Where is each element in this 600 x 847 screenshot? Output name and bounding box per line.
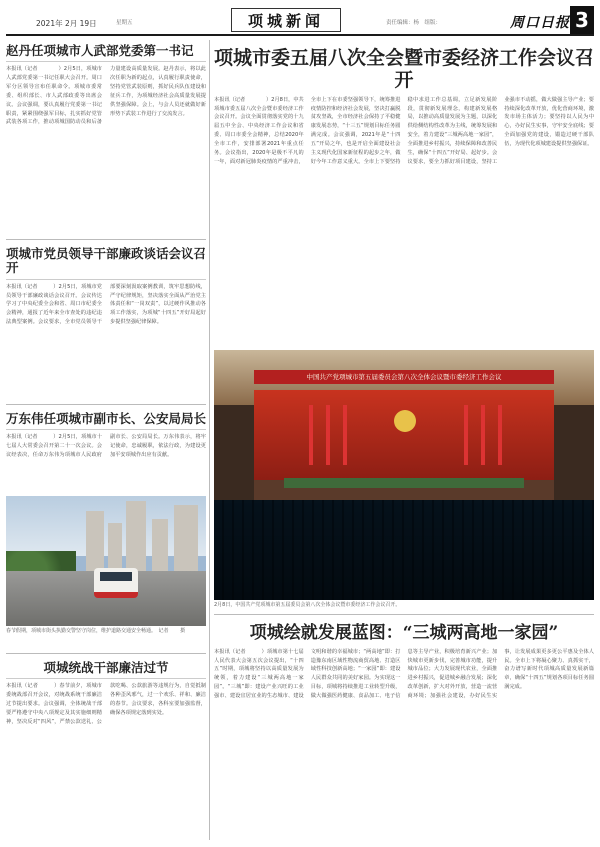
divider — [6, 653, 206, 654]
story-lianzheng — [6, 243, 206, 401]
story-headline: 项城市党员领导干部廉政谈话会议召开 — [6, 243, 206, 280]
story-body: 本报讯（记者 ）2月5日，项城市十七届人大常委会召开第二十一次会议。会议经表决，任命万东伟为项城市人民政府副市长、公安局局长。万东伟表示，将牢记使命，忠诚履职，依法行政，为建设更加平安项城作出应有贡献。 — [6, 434, 206, 459]
page-number: 3 — [570, 6, 594, 34]
story-headline: 赵丹任项城市人武部党委第一书记 — [6, 40, 206, 62]
divider — [6, 404, 206, 405]
hall-banner: 中国共产党项城市第五届委员会第八次全体会议暨市委经济工作会议 — [254, 370, 554, 384]
story-body: 本报讯（记者 ）2月5日，项城市人武部党委第一书记任职大会召开。周口军分区领导宣布任职命令。项城市委常委、组织部长、市人武部政委等出席会议。会议强调，要认真履行党委第一书记职责，紧紧围绕强军目标，扎实抓好党管武装各项工作，推动项城国防动员和后备力量建设高质量发展。赵丹表示，将以此次任职为新的起点，认真履行职责使命，坚持党管武装原则，抓好民兵队伍建设和征兵工作，为项城经济社会高质量发展提供坚强保障。会上，与会人员还就做好新形势下武装工作进行了交流发言。 — [6, 66, 206, 126]
party-emblem-icon — [394, 410, 416, 432]
story-body: 本报讯（记者 ）春节前夕，项城市委统战部召开会议，对统战系统干部廉洁过节提出要求。会议强调，全体统战干部要严格遵守中央八项规定及其实施细则精神，坚决反对“四风”，严禁公款送礼、公款吃喝、公款旅游等违规行为，自觉抵制各种歪风邪气，过一个欢乐、祥和、廉洁的春节。会议要求，各科室要加强监督，确保各项规定落到实处。 — [6, 683, 206, 725]
left-column — [6, 40, 206, 840]
issue-meta: 星期五 — [116, 20, 133, 26]
story-renmian — [6, 408, 206, 496]
column-divider — [209, 40, 210, 840]
story-tongzhan — [6, 657, 206, 827]
issue-date: 2021年 2月 19日 — [36, 19, 97, 28]
editor-credit: 责任编辑：杨 组版： — [386, 20, 442, 26]
story-wuzhuang — [6, 40, 206, 236]
divider — [6, 239, 206, 240]
second-headline: 项城绘就发展蓝图：“三城两高地一家园” — [249, 623, 559, 644]
story-headline: 万东伟任项城市副市长、公安局局长 — [6, 408, 206, 430]
story-body: 本报讯（记者 ）2月5日，项城市党员领导干部廉政谈话会议召开。会议传达学习了中央纪委全会和省、周口市纪委全会精神，通报了近年来全市查处的违纪违法典型案例。会议要求，全市党员领导干部要深刻汲取案例教训，筑牢思想防线，严守纪律规矩，坚决落实全面从严治党主体责任和“一岗双责”，以过硬作风推动各项工作落实，为项城“十四五”开好局起好步提供坚强纪律保障。 — [6, 283, 206, 326]
plenary-photo — [214, 350, 594, 600]
section-title: 项城新闻 — [247, 11, 324, 30]
photo-caption: 春节假期，项城市街头执勤交警坚守岗位，维护道路交通安全畅通。 记者 摄 — [6, 628, 186, 634]
lead-headline: 项城市委五届八次全会暨市委经济工作会议召开 — [214, 47, 595, 91]
section-title-box — [231, 8, 341, 32]
second-body: 本报讯（记者 ）项城市第十七届人民代表大会第五次会议提出，“十四五”时期，项城将坚持以高质量发展为统领，着力建设“三城两高地一家园”。“三城”即：建设产业兴旺的工业强市、建设宜居宜业的生态城市、建设文明和谐的幸福城市；“两高地”即：打造豫东南区域性物流商贸高地、打造区域性科技创新高地；“一家园”即：建设人民群众共同的美好家园。为实现这一目标，项城将持续推进工业转型升级，做大做强医药健康、食品加工、电子信息等主导产业，积极培育新兴产业；加快城市更新步伐，完善城市功能，提升城市品位；大力发展现代农业，全面推进乡村振兴，促进城乡融合发展；深化改革创新，扩大对外开放，营造一流营商环境；加强社会建设，办好民生实事，让发展成果更多更公平惠及全体人民。全市上下将凝心聚力、真抓实干，奋力谱写新时代项城高质量发展新篇章，确保“十四五”规划各项目标任务圆满完成。 — [214, 648, 594, 699]
photo-caption: 2月8日，中国共产党项城市第五届委员会第八次全体会议暨市委经济工作会议召开。 — [214, 601, 401, 608]
newspaper-logo: 周口日报 — [510, 15, 570, 31]
story-headline: 项城统战干部廉洁过节 — [6, 657, 206, 679]
masthead — [6, 6, 594, 36]
right-column — [214, 40, 594, 840]
divider — [214, 614, 594, 615]
traffic-photo — [6, 496, 206, 626]
lead-body: 本报讯（记者 ）2月8日，中共项城市委五届八次全会暨市委经济工作会议召开。会议全面贯彻落实党的十九届五中全会、中央经济工作会议和省委、周口市委全会精神，总结2020年全市工作，安排部署2021年重点任务。会议指出，2020年是极不平凡的一年，面对新冠肺炎疫情的严重冲击，全市上下在市委坚强领导下，统筹推进疫情防控和经济社会发展，坚决打赢脱贫攻坚战，全市经济社会保持了平稳健康发展态势，“十三五”规划目标任务圆满完成。会议强调，2021年是“十四五”开局之年，也是开启全面建设社会主义现代化国家新征程的起步之年，做好今年工作意义重大。全市上下要坚持稳中求进工作总基调，立足新发展阶段，贯彻新发展理念，构建新发展格局，以推动高质量发展为主题，以深化供给侧结构性改革为主线，统筹发展和安全，着力建设“三城两高地一家园”，全面推进乡村振兴，持续保障和改善民生，确保“十四五”开好局、起好步。会议要求，要全力抓好项目建设，坚持工业强市不动摇，做大做强主导产业；要持续深化改革开放，优化营商环境，激发市场主体活力；要坚持以人民为中心，办好民生实事，守牢安全底线；要全面加强党的建设，锻造过硬干部队伍，为现代化项城建设提供坚强保证。 — [214, 96, 594, 165]
